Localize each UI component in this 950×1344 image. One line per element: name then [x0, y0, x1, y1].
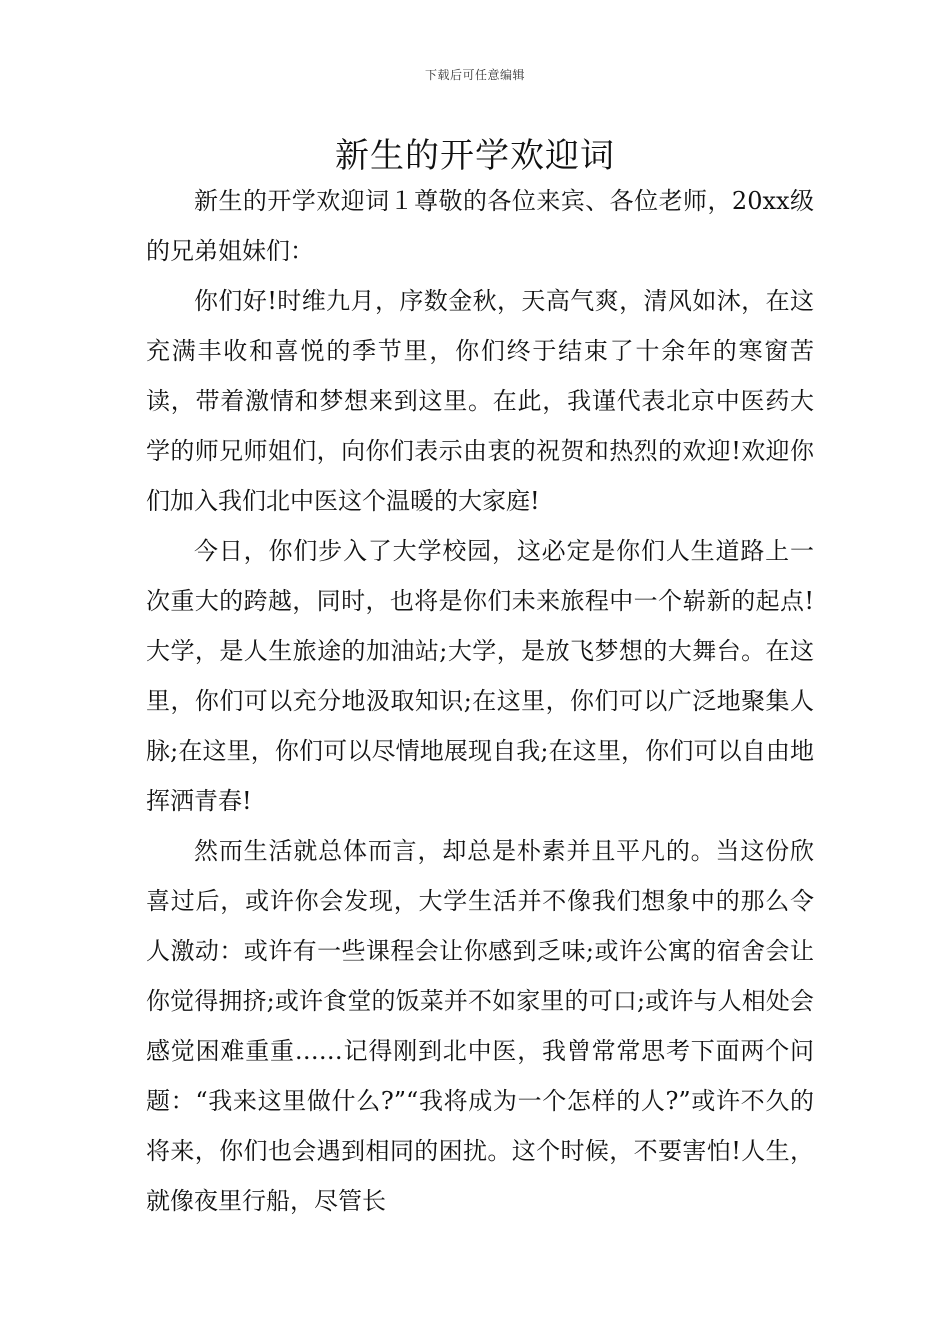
paragraph-welcome: 你们好!时维九月，序数金秋，天高气爽，清风如沐，在这充满丰收和喜悦的季节里，你们终于结束了十余年的寒窗苦读，带着激情和梦想来到这里。在此，我谨代表北京中医药大学的师兄师姐们，向你们表示由衷的祝贺和热烈的欢迎!欢迎你们加入我们北中医这个温暖的大家庭! [146, 287, 814, 515]
header-note: 下载后可任意编辑 [424, 68, 525, 82]
document-body [146, 176, 814, 1226]
paragraph-life: 然而生活就总体而言，却总是朴素并且平凡的。当这份欣喜过后，或许你会发现，大学生活并不像我们想象中的那么令人激动：或许有一些课程会让你感到乏味;或许公寓的宿舍会让你觉得拥挤;或许食堂的饭菜并不如家里的可口;或许与人相处会感觉困难重重……记得刚到北中医，我曾常常思考下面两个问题：“我来这里做什么?”“我将成为一个怎样的人?”或许不久的将来，你们也会遇到相同的困扰。这个时候，不要害怕!人生，就像夜里行船，尽管长 [146, 837, 814, 1215]
document-title: 新生的开学欢迎词 [335, 136, 615, 176]
paragraph-campus: 今日，你们步入了大学校园，这必定是你们人生道路上一次重大的跨越，同时，也将是你们未来旅程中一个崭新的起点!大学，是人生旅途的加油站;大学，是放飞梦想的大舞台。在这里，你们可以充分地汲取知识;在这里，你们可以广泛地聚集人脉;在这里，你们可以尽情地展现自我;在这里，你们可以自由地挥洒青春! [146, 537, 814, 815]
paragraph-greeting: 新生的开学欢迎词１尊敬的各位来宾、各位老师，20xx级的兄弟姐妹们： [146, 187, 814, 265]
